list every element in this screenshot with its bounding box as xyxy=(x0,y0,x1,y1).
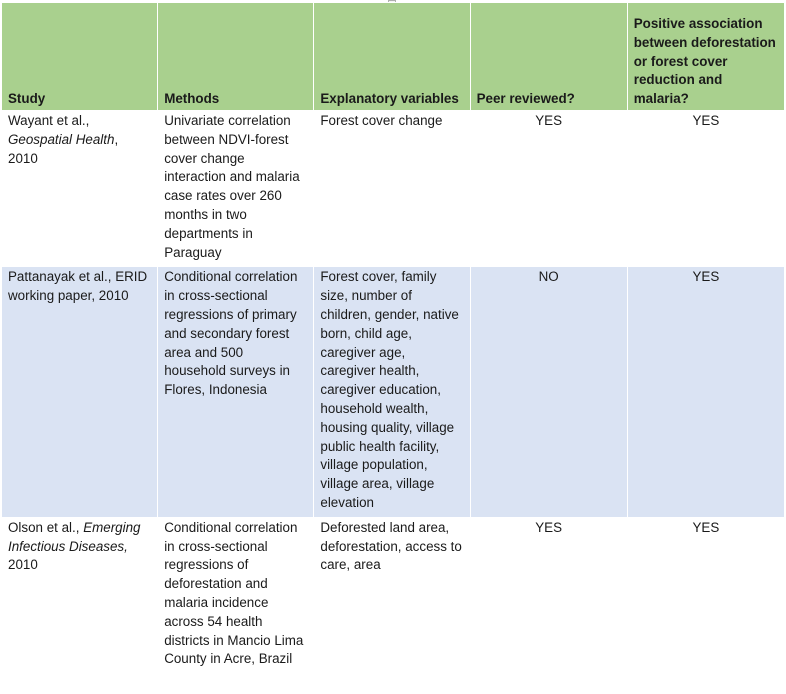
variables-cell: Forest cover change xyxy=(314,111,470,267)
peer-reviewed-cell: NO xyxy=(470,267,627,517)
peer-reviewed-cell: YES xyxy=(470,111,627,267)
table-row xyxy=(2,267,785,517)
positive-association-cell: YES xyxy=(627,267,784,517)
study-cell xyxy=(2,267,158,517)
study-year: 2010 xyxy=(8,557,38,573)
variables-cell: Forest cover, family size, number of children, gender, native born, child age, caregiver age, caregiver health, caregiver education, household wealth, housing quality, village public health facility, village population, village area, village elevation xyxy=(314,267,470,517)
study-author: Pattanayak et al., ERID working paper, 2010 xyxy=(8,269,148,304)
methods-cell: Univariate correlation between NDVI-forest cover change interaction and malaria case rates over 260 months in two departments in Paraguay xyxy=(158,111,314,267)
header-explanatory-variables: Explanatory variables xyxy=(314,3,470,111)
peer-reviewed-cell: YES xyxy=(470,517,627,693)
positive-association-cell: YES xyxy=(627,111,784,267)
study-source: Geospatial Health xyxy=(8,131,115,147)
studies-table xyxy=(1,2,785,694)
header-methods: Methods xyxy=(158,3,314,111)
table-header-row xyxy=(2,3,785,111)
positive-association-cell: YES xyxy=(627,517,784,693)
study-source: Emerging Infectious Diseases, xyxy=(8,519,141,554)
table-row xyxy=(2,517,785,693)
header-peer-reviewed: Peer reviewed? xyxy=(470,3,627,111)
table-row xyxy=(2,111,785,267)
methods-cell: Conditional correlation in cross-sectional regressions of primary and secondary forest area and 500 household surveys in Flores, Indonesia xyxy=(158,267,314,517)
study-cell xyxy=(2,517,158,693)
study-cell xyxy=(2,111,158,267)
header-study: Study xyxy=(2,3,158,111)
header-positive-association: Positive association between deforestation or forest cover reduction and malaria? xyxy=(627,3,784,111)
methods-cell: Conditional correlation in cross-sectional regressions of deforestation and malaria incidence across 54 health districts in Mancio Lima County in Acre, Brazil xyxy=(158,517,314,693)
variables-cell: Deforested land area, deforestation, access to care, area xyxy=(314,517,470,693)
study-author: Olson et al., xyxy=(8,519,80,535)
study-year: , 2010 xyxy=(8,131,119,166)
study-author: Wayant et al., xyxy=(8,113,90,128)
